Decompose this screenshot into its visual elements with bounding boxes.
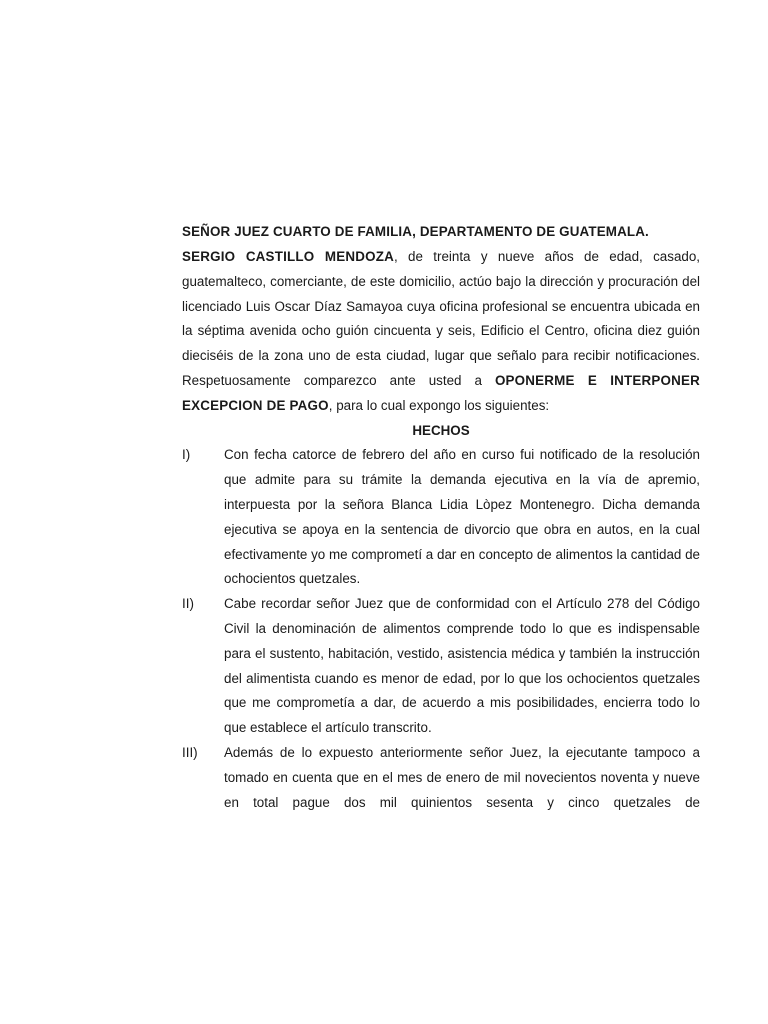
fact-number: II): [182, 596, 194, 612]
fact-item: [182, 592, 700, 741]
fact-number: III): [182, 744, 198, 760]
fact-text: Con fecha catorce de febrero del año en curso fui notificado de la resolución que admite para su trámite la demanda ejecutiva en la vía de apremio, interpuesta por la señora Blanca Lidia Lòpez Montenegro. Dicha demanda ejecutiva se apoya en la sentencia de divorcio que obra en autos, en la cual efectivamente yo me comprometí a dar en concepto de alimentos la cantidad de ochocientos quetzales.: [224, 447, 700, 587]
section-title-hechos: HECHOS: [412, 422, 470, 438]
intro-text-a: , de treinta y nueve años de edad, casado, guatemalteco, comerciante, de este domicilio, actúo bajo la dirección y procuración del licenciado Luis Oscar Díaz Samayoa cuya oficina profesional se encuentra ubicada en la séptima avenida ocho guión cincuenta y seis, Edificio el Centro, oficina diez guión dieciséis de la zona uno de esta ciudad, lugar que señalo para recibir notificaciones. Respetuosamente comparezco ante usted a: [182, 249, 701, 388]
document-page: [182, 220, 700, 815]
petition-emphasis: OPONERME E INTERPONER EXCEPCION DE PAGO: [182, 372, 700, 413]
court-heading: SEÑOR JUEZ CUARTO DE FAMILIA, DEPARTAMENTO DE GUATEMALA.: [182, 224, 649, 239]
intro-paragraph: [182, 245, 700, 419]
intro-text-b: , para lo cual expongo los siguientes:: [328, 397, 550, 413]
fact-item: [182, 741, 700, 815]
fact-number: I): [182, 447, 191, 463]
fact-item: [182, 443, 700, 592]
fact-text: Cabe recordar señor Juez que de conformidad con el Artículo 278 del Código Civil la denominación de alimentos comprende todo lo que es indispensable para el sustento, habitación, vestido, asistencia médica y también la instrucción del alimentista cuando es menor de edad, por lo que los ochocientos quetzales que me comprometía a dar, de acuerdo a mis posibilidades, encierra todo lo que establece el artículo transcrito.: [224, 596, 700, 736]
fact-text: Además de lo expuesto anteriormente señor Juez, la ejecutante tampoco a tomado en cuenta que en el mes de enero de mil novecientos noventa y nueve en total pague dos mil quinientos sesenta y cinco quetzales de: [224, 744, 700, 810]
party-name: SERGIO CASTILLO MENDOZA: [182, 249, 394, 264]
